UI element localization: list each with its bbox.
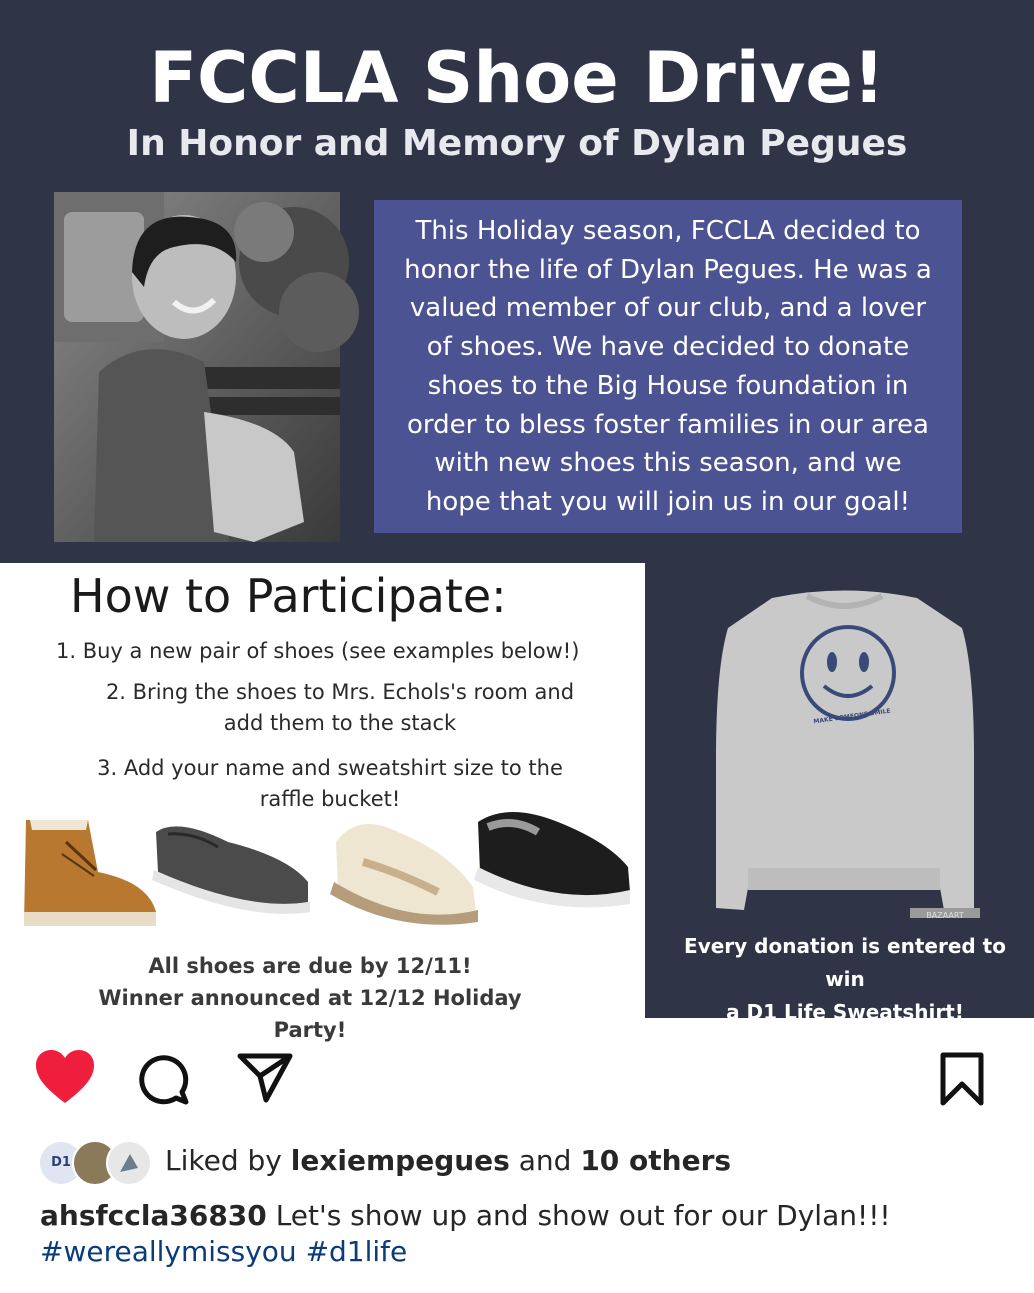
brown-boot-image [24,820,156,926]
prize-note [662,930,1028,1029]
caption-hashtags[interactable]: #wereallymissyou #d1life [40,1235,408,1268]
watermark-text: BAZAART [926,911,964,920]
prize-line: a D1 Life Sweatshirt! [726,1000,964,1024]
caption-text: Let's show up and show out for our Dylan!!! [275,1199,891,1232]
black-sneaker-image [474,812,630,907]
save-bookmark-icon[interactable] [938,1052,986,1106]
post-caption [40,1198,1000,1270]
intro-line: of shoes. We have decided to donate [426,332,910,363]
grey-slip-on-image [152,826,310,914]
likes-summary[interactable] [165,1143,731,1179]
liked-others-link[interactable]: 10 others [580,1144,732,1177]
step-3-line: raffle bucket! [259,787,401,811]
winner-line: Winner announced at 12/12 Holiday Party! [98,986,522,1042]
intro-line: hope that you will join us in our goal! [425,486,911,517]
intro-line: This Holiday season, FCCLA decided to [415,216,921,246]
flyer-title: FCCLA Shoe Drive! [149,37,885,119]
shoe-examples [18,812,638,937]
caption-username[interactable]: ahsfccla36830 [40,1199,267,1232]
due-line: All shoes are due by 12/11! [148,954,472,978]
dylan-photo [54,192,340,542]
step-3 [60,753,600,815]
how-to-participate-heading: How to Participate: [70,569,507,623]
share-icon[interactable] [236,1050,294,1104]
beige-sneaker-image [330,824,478,925]
intro-line: with new shoes this season, and we [434,448,902,479]
prize-line: Every donation is entered to win [684,934,1006,991]
liked-user-link[interactable]: lexiempegues [290,1144,510,1177]
step-1: 1. Buy a new pair of shoes (see examples below!) [56,639,580,663]
intro-line: order to bless foster families in our area [407,409,929,440]
step-2 [70,677,610,739]
due-date-note [60,950,560,1046]
comment-icon[interactable] [136,1052,190,1106]
sweatshirt-print: MAKE SOMEONE SMILE [813,707,891,726]
heart-icon[interactable] [34,1049,96,1105]
step-2-line: add them to the stack [223,711,457,735]
liked-and-label: and [518,1144,572,1177]
step-2-line: 2. Bring the shoes to Mrs. Echols's room and [105,680,575,704]
intro-line: shoes to the Big House foundation in [427,370,909,401]
step-3-line: 3. Add your name and sweatshirt size to the [97,756,563,780]
flyer-subtitle: In Honor and Memory of Dylan Pegues [126,123,908,164]
liked-by-label: Liked by [165,1144,282,1177]
intro-line: valued member of our club, and a lover [409,293,927,324]
intro-text [386,212,950,522]
sweatshirt-image [712,588,977,918]
liker-avatar[interactable] [106,1140,152,1186]
avatar-label: D1 [51,1155,71,1170]
intro-line: honor the life of Dylan Pegues. He was a [404,254,932,285]
